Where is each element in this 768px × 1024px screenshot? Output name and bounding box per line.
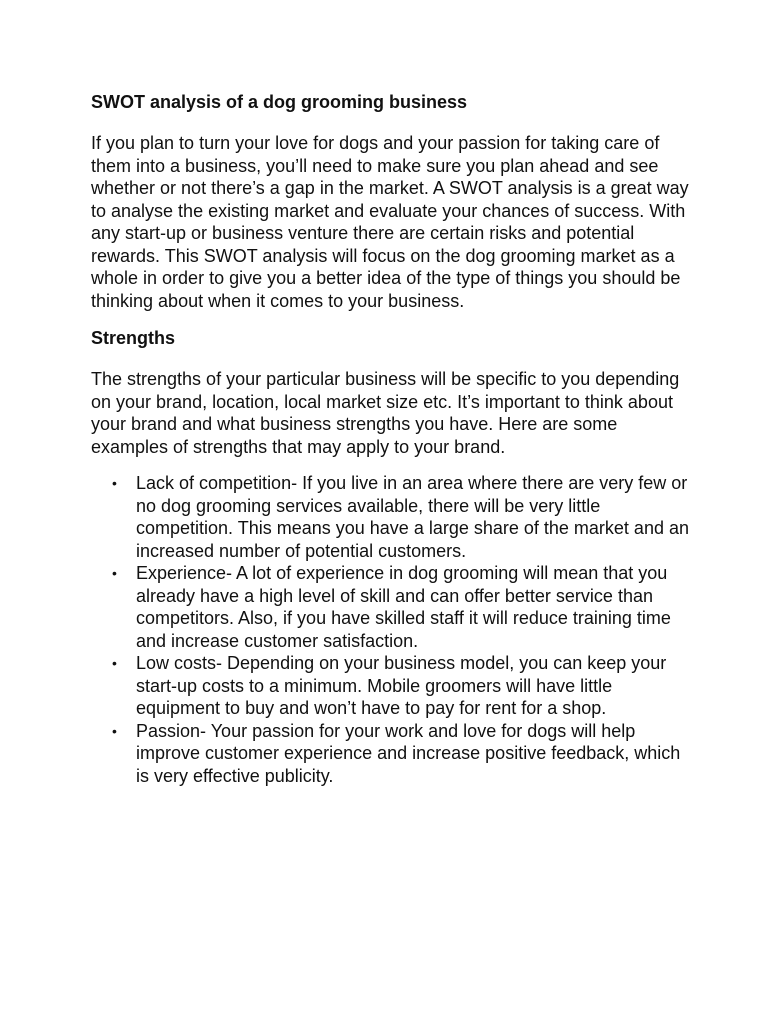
strengths-heading: Strengths	[91, 328, 176, 348]
list-item	[91, 652, 691, 720]
strengths-intro-paragraph: The strengths of your particular business will be specific to you depending on your brand, location, local market size etc. It’s important to think about your brand and what business strengths you have. Here are some examples of strengths that may apply to your brand.	[91, 369, 680, 457]
bullet-icon: •	[112, 475, 117, 491]
list-item	[91, 472, 691, 562]
document-title: SWOT analysis of a dog grooming business	[91, 92, 468, 112]
list-item-text: Passion- Your passion for your work and love for dogs will help improve customer experience and increase positive feedback, which is very effective publicity.	[136, 720, 681, 786]
bullet-icon: •	[112, 655, 117, 671]
bullet-icon: •	[112, 565, 117, 581]
list-item-text: Low costs- Depending on your business model, you can keep your start-up costs to a minimum. Mobile groomers will have little equipment to buy and won’t have to pay for rent for a shop.	[136, 653, 667, 718]
list-item-text: Experience- A lot of experience in dog grooming will mean that you already have a high level of skill and can offer better service than competitors. Also, if you have skilled staff it will reduce training time and increase customer satisfaction.	[136, 563, 671, 651]
bullet-icon: •	[112, 722, 117, 739]
list-item-text: Lack of competition- If you live in an area where there are very few or no dog grooming services available, there will be very little competition. This means you have a large share of the market and an increased number of potential customers.	[136, 473, 689, 561]
document-page	[91, 90, 691, 787]
strengths-list	[91, 472, 691, 787]
list-item	[91, 720, 691, 788]
list-item	[91, 562, 691, 652]
intro-paragraph: If you plan to turn your love for dogs and your passion for taking care of them into a business, you’ll need to make sure you plan ahead and see whether or not there’s a gap in the market. A SWOT analysis is a great way to analyse the existing market and evaluate your chances of success. With any start-up or business venture there are certain risks and potential rewards. This SWOT analysis will focus on the dog grooming market as a whole in order to give you a better idea of the type of things you should be thinking about when it comes to your business.	[91, 133, 689, 311]
